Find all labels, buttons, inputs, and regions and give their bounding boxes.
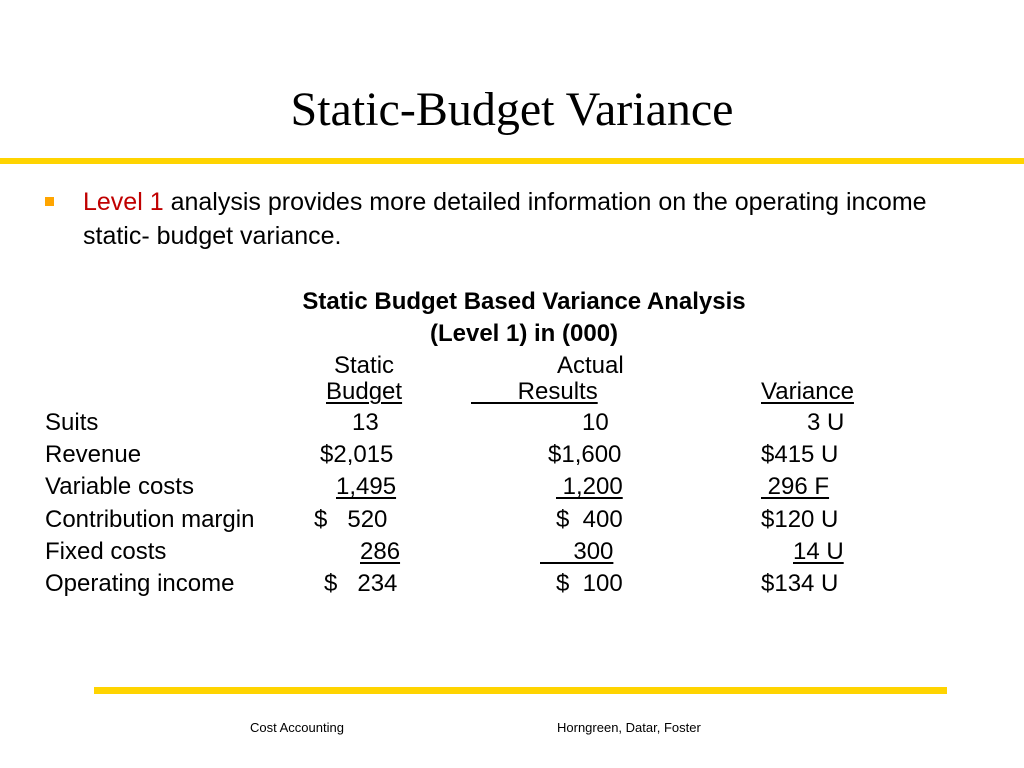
row-variance: 296 F <box>761 473 830 500</box>
row-actual: $ 400 <box>556 506 623 533</box>
footer-right: Horngreen, Datar, Foster <box>557 720 701 735</box>
table-title-line1: Static Budget Based Variance Analysis <box>302 288 746 315</box>
row-static: 1,495 <box>336 473 397 500</box>
row-static: $ 520 <box>314 506 388 533</box>
header-static-line1: Static <box>334 352 395 379</box>
bottom-divider <box>94 687 947 694</box>
row-static: $ 234 <box>324 570 398 597</box>
row-static: 13 <box>352 409 379 436</box>
header-actual-line1: Actual <box>557 352 624 379</box>
square-bullet-icon <box>45 197 54 206</box>
row-label: Suits <box>45 409 99 436</box>
footer-left: Cost Accounting <box>250 720 344 735</box>
row-actual: $ 100 <box>556 570 623 597</box>
row-variance: $134 U <box>761 570 839 597</box>
header-actual-line2: Results <box>471 378 598 405</box>
row-actual: 300 <box>540 538 614 565</box>
table-title <box>0 286 1024 350</box>
row-variance: $415 U <box>761 441 839 468</box>
bullet-body: analysis provides more detailed information on the operating income static- budget variance. <box>83 188 927 250</box>
row-variance: 14 U <box>793 538 844 565</box>
slide-title: Static-Budget Variance <box>290 83 734 136</box>
bullet-highlight: Level 1 <box>83 188 164 216</box>
row-variance: 3 U <box>807 409 845 436</box>
row-static: $2,015 <box>320 441 394 468</box>
row-static: 286 <box>360 538 401 565</box>
header-static-line2: Budget <box>326 378 403 405</box>
header-variance: Variance <box>761 378 854 405</box>
row-label: Operating income <box>45 570 235 597</box>
row-actual: 10 <box>582 409 609 436</box>
row-label: Revenue <box>45 441 142 468</box>
table-title-line2: (Level 1) in (000) <box>429 320 619 347</box>
row-label: Variable costs <box>45 473 194 500</box>
row-variance: $120 U <box>761 506 839 533</box>
bullet-paragraph <box>83 185 983 253</box>
row-label: Fixed costs <box>45 538 167 565</box>
row-actual: 1,200 <box>556 473 623 500</box>
row-actual: $1,600 <box>548 441 622 468</box>
top-divider <box>0 158 1024 164</box>
row-label: Contribution margin <box>45 506 255 533</box>
